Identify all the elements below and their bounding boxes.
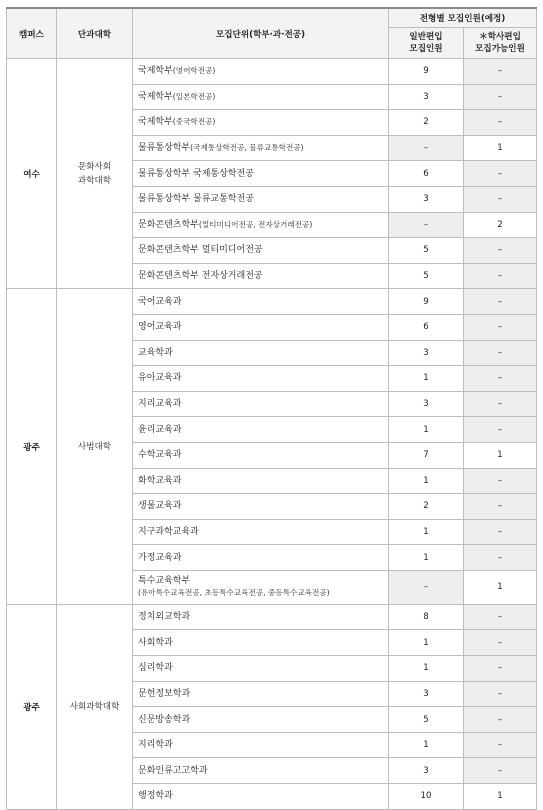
- bachelor-transfer-count: –: [464, 391, 537, 417]
- admission-table-container: [6, 7, 536, 810]
- bachelor-transfer-count: –: [464, 161, 537, 187]
- recruit-unit-cell: [133, 707, 389, 733]
- unit-name: 지리학과: [138, 740, 173, 751]
- table-row: [7, 289, 537, 315]
- bachelor-transfer-count: 1: [464, 570, 537, 604]
- general-transfer-count: 5: [389, 707, 464, 733]
- unit-name: 유아교육과: [138, 373, 182, 384]
- bachelor-transfer-count: –: [464, 238, 537, 264]
- bachelor-transfer-count: –: [464, 630, 537, 656]
- unit-name: 국어교육과: [138, 296, 182, 307]
- general-transfer-count: 1: [389, 545, 464, 571]
- unit-detail: (중국학전공): [172, 117, 216, 127]
- recruit-unit-cell: [133, 545, 389, 571]
- general-transfer-count: 6: [389, 314, 464, 340]
- bachelor-transfer-count: –: [464, 340, 537, 366]
- unit-name: 윤리교육과: [138, 424, 182, 435]
- general-transfer-count: 3: [389, 340, 464, 366]
- general-transfer-count: –: [389, 570, 464, 604]
- general-transfer-count: 2: [389, 494, 464, 520]
- general-transfer-count: –: [389, 135, 464, 161]
- recruit-unit-cell: [133, 110, 389, 136]
- unit-name: 정치외교학과: [138, 612, 191, 623]
- unit-name: 화학교육과: [138, 475, 182, 486]
- recruit-unit-cell: [133, 212, 389, 238]
- unit-name: 지리교육과: [138, 399, 182, 410]
- unit-name: 특수교육학부: [138, 576, 191, 587]
- unit-detail: (일본학전공): [172, 91, 216, 101]
- bachelor-transfer-count: –: [464, 289, 537, 315]
- unit-name: 생물교육과: [138, 501, 182, 512]
- general-transfer-count: 5: [389, 263, 464, 289]
- bachelor-transfer-count: –: [464, 110, 537, 136]
- college-line1: 문화사회: [77, 161, 112, 172]
- header-general-transfer: [389, 28, 464, 59]
- campus-cell: 여수: [7, 59, 57, 289]
- general-transfer-count: –: [389, 212, 464, 238]
- header-recruit-unit: 모집단위(학부·과·전공): [133, 8, 389, 59]
- unit-name: 물류통상학부: [138, 143, 191, 154]
- recruit-unit-cell: [133, 314, 389, 340]
- header-bachelor-line2: 모집가능인원: [475, 44, 525, 54]
- table-row: [7, 604, 537, 630]
- recruit-unit-cell: [133, 630, 389, 656]
- unit-name: 문화콘텐츠학부 멀티미디어전공: [138, 245, 263, 256]
- general-transfer-count: 3: [389, 681, 464, 707]
- college-line1: 사범대학: [77, 441, 112, 452]
- recruit-unit-cell: [133, 570, 389, 604]
- general-transfer-count: 2: [389, 110, 464, 136]
- recruit-unit-cell: [133, 59, 389, 85]
- header-general-line1: 일반편입: [409, 32, 443, 42]
- recruit-unit-cell: [133, 135, 389, 161]
- general-transfer-count: 5: [389, 238, 464, 264]
- college-cell: [57, 604, 133, 809]
- header-college: 단과대학: [57, 8, 133, 59]
- recruit-unit-cell: [133, 366, 389, 392]
- bachelor-transfer-count: –: [464, 519, 537, 545]
- general-transfer-count: 3: [389, 758, 464, 784]
- general-transfer-count: 1: [389, 732, 464, 758]
- general-transfer-count: 1: [389, 519, 464, 545]
- general-transfer-count: 3: [389, 84, 464, 110]
- recruit-unit-cell: [133, 289, 389, 315]
- unit-name: 신문방송학과: [138, 714, 191, 725]
- general-transfer-count: 1: [389, 417, 464, 443]
- header-campus: 캠퍼스: [7, 8, 57, 59]
- bachelor-transfer-count: –: [464, 656, 537, 682]
- bachelor-transfer-count: 1: [464, 135, 537, 161]
- bachelor-transfer-count: –: [464, 468, 537, 494]
- header-bachelor-line1: ＊학사편입: [479, 32, 521, 42]
- recruit-unit-cell: [133, 656, 389, 682]
- bachelor-transfer-count: –: [464, 732, 537, 758]
- recruit-unit-cell: [133, 681, 389, 707]
- campus-cell: 광주: [7, 289, 57, 605]
- unit-name: 교육학과: [138, 347, 173, 358]
- general-transfer-count: 3: [389, 391, 464, 417]
- college-line1: 사회과학대학: [69, 701, 120, 712]
- bachelor-transfer-count: –: [464, 84, 537, 110]
- unit-detail: (영어학전공): [172, 66, 216, 76]
- recruit-unit-cell: [133, 784, 389, 810]
- bachelor-transfer-count: 2: [464, 212, 537, 238]
- general-transfer-count: 8: [389, 604, 464, 630]
- unit-name: 국제학부: [138, 91, 173, 102]
- unit-name: 수학교육과: [138, 450, 182, 461]
- unit-name: 영어교육과: [138, 322, 182, 333]
- bachelor-transfer-count: –: [464, 758, 537, 784]
- table-row: [7, 59, 537, 85]
- bachelor-transfer-count: –: [464, 545, 537, 571]
- bachelor-transfer-count: –: [464, 59, 537, 85]
- general-transfer-count: 9: [389, 59, 464, 85]
- general-transfer-count: 1: [389, 630, 464, 656]
- recruit-unit-cell: [133, 84, 389, 110]
- general-transfer-count: 9: [389, 289, 464, 315]
- unit-detail: (국제통상학전공, 물류교통학전공): [190, 143, 304, 153]
- bachelor-transfer-count: –: [464, 417, 537, 443]
- bachelor-transfer-count: –: [464, 494, 537, 520]
- header-bachelor-transfer: [464, 28, 537, 59]
- bachelor-transfer-count: –: [464, 366, 537, 392]
- recruit-unit-cell: [133, 758, 389, 784]
- unit-name: 사회학과: [138, 637, 173, 648]
- recruit-unit-cell: [133, 340, 389, 366]
- bachelor-transfer-count: –: [464, 604, 537, 630]
- general-transfer-count: 10: [389, 784, 464, 810]
- recruit-unit-cell: [133, 417, 389, 443]
- unit-name: 지구과학교육과: [138, 526, 199, 537]
- unit-name: 가정교육과: [138, 552, 182, 563]
- general-transfer-count: 7: [389, 442, 464, 468]
- college-cell: [57, 289, 133, 605]
- unit-name: 문헌정보학과: [138, 688, 191, 699]
- general-transfer-count: 3: [389, 186, 464, 212]
- recruit-unit-cell: [133, 263, 389, 289]
- recruit-unit-cell: [133, 494, 389, 520]
- recruit-unit-cell: [133, 238, 389, 264]
- bachelor-transfer-count: –: [464, 186, 537, 212]
- unit-name: 문화콘텐츠학부: [138, 219, 199, 230]
- general-transfer-count: 6: [389, 161, 464, 187]
- recruit-unit-cell: [133, 519, 389, 545]
- recruit-unit-cell: [133, 604, 389, 630]
- general-transfer-count: 1: [389, 366, 464, 392]
- recruit-unit-cell: [133, 161, 389, 187]
- admission-quota-table: [6, 7, 537, 810]
- recruit-unit-cell: [133, 442, 389, 468]
- recruit-unit-cell: [133, 468, 389, 494]
- unit-name: 문화콘텐츠학부 전자상거래전공: [138, 271, 263, 282]
- recruit-unit-cell: [133, 732, 389, 758]
- unit-name: 행정학과: [138, 791, 173, 802]
- bachelor-transfer-count: –: [464, 314, 537, 340]
- recruit-unit-cell: [133, 186, 389, 212]
- bachelor-transfer-count: 1: [464, 784, 537, 810]
- recruit-unit-cell: [133, 391, 389, 417]
- header-quota-group: 전형별 모집인원(예정): [389, 8, 537, 28]
- unit-name: 국제학부: [138, 66, 173, 77]
- bachelor-transfer-count: –: [464, 707, 537, 733]
- header-general-line2: 모집인원: [409, 44, 443, 54]
- college-cell: [57, 59, 133, 289]
- general-transfer-count: 1: [389, 468, 464, 494]
- unit-detail: (유아특수교육전공, 초등특수교육전공, 중등특수교육전공): [138, 588, 330, 598]
- bachelor-transfer-count: 1: [464, 442, 537, 468]
- unit-detail: (멀티미디어전공, 전자상거래전공): [198, 219, 313, 229]
- unit-name: 문화인류고고학과: [138, 765, 208, 776]
- unit-name: 국제학부: [138, 117, 173, 128]
- college-line2: 과학대학: [77, 175, 112, 186]
- unit-name: 물류통상학부 국제통상학전공: [138, 168, 254, 179]
- unit-name: 물류통상학부 물류교통학전공: [138, 194, 254, 205]
- general-transfer-count: 1: [389, 656, 464, 682]
- bachelor-transfer-count: –: [464, 263, 537, 289]
- table-body: [7, 59, 537, 810]
- campus-cell: 광주: [7, 604, 57, 809]
- bachelor-transfer-count: –: [464, 681, 537, 707]
- unit-name: 심리학과: [138, 663, 173, 674]
